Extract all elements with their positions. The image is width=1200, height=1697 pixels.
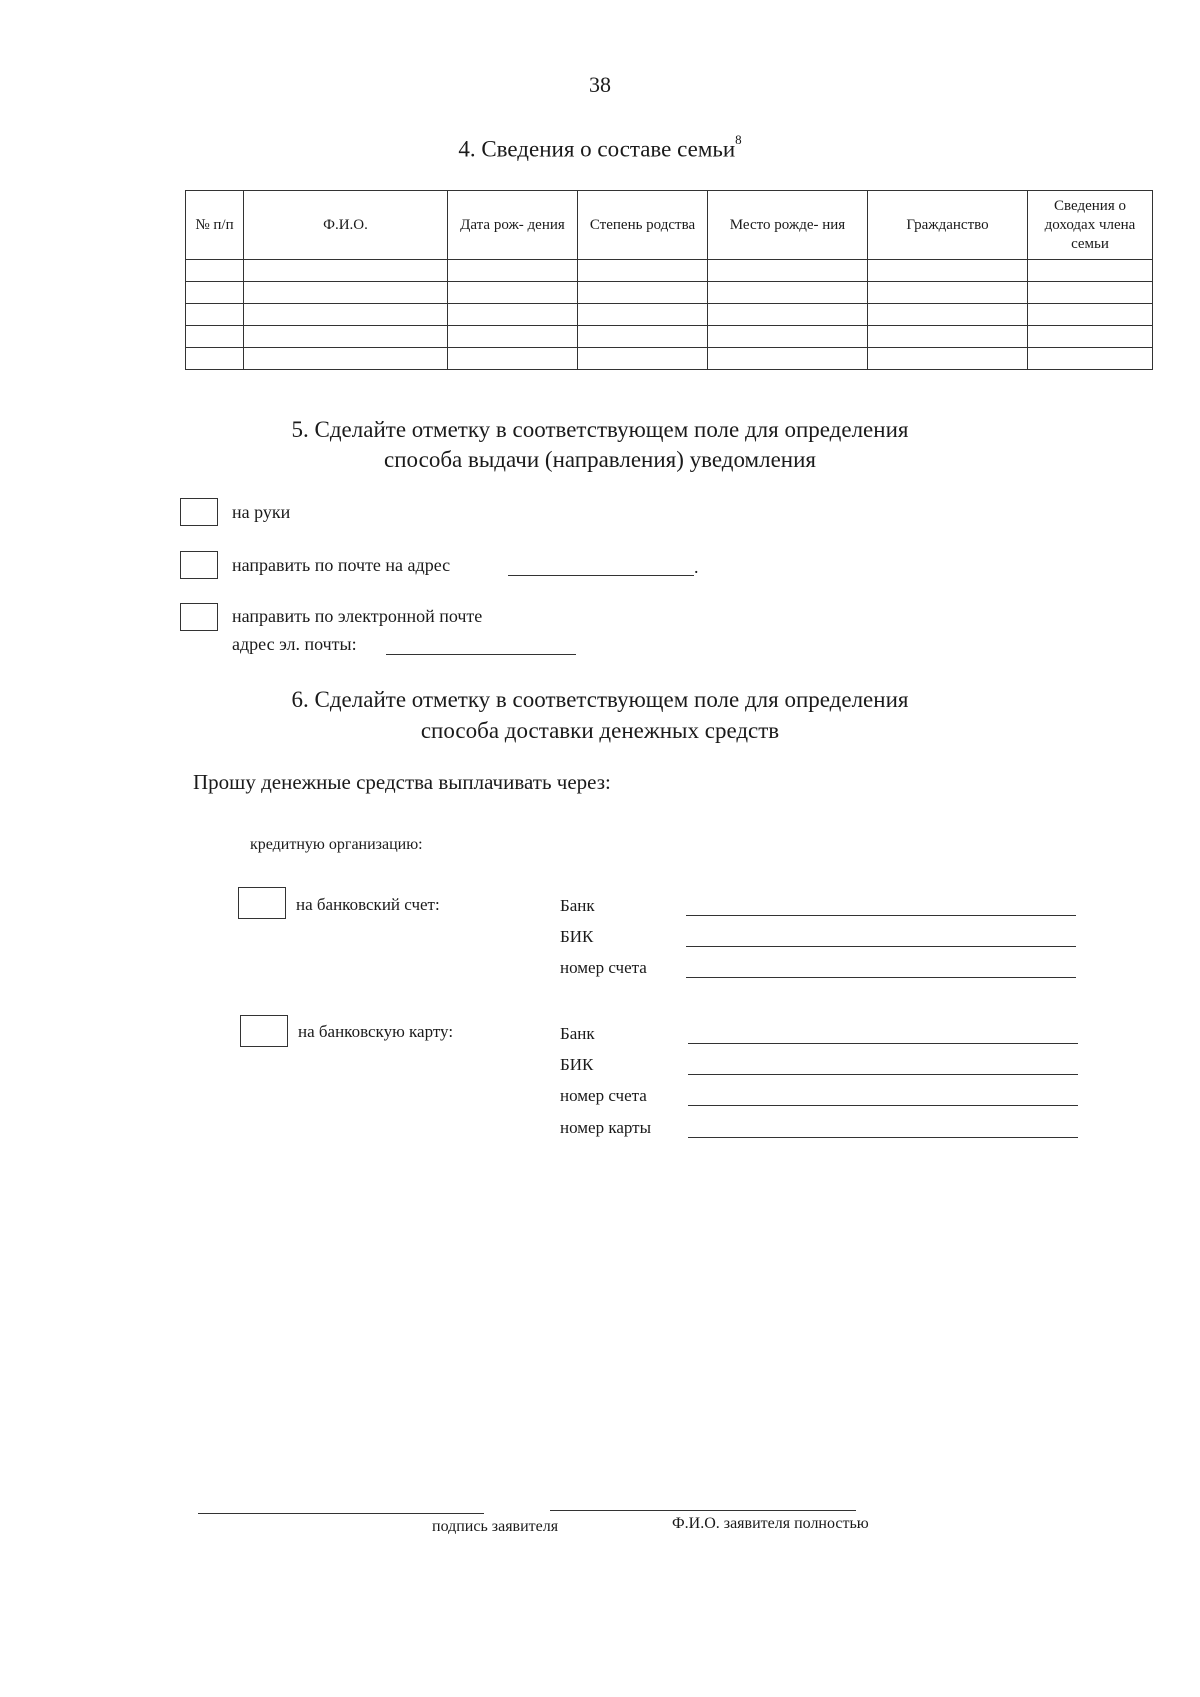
option-email-checkbox[interactable] [180, 603, 218, 631]
table-cell[interactable] [244, 282, 448, 304]
email-address-label: адрес эл. почты: [232, 634, 357, 654]
cell-input[interactable] [578, 348, 707, 369]
option-post-label: направить по почте на адрес [232, 555, 451, 575]
table-cell[interactable] [448, 348, 578, 370]
table-cell[interactable] [244, 326, 448, 348]
cell-input[interactable] [186, 282, 243, 303]
col-header-citizenship: Гражданство [868, 191, 1028, 260]
table-cell[interactable] [868, 260, 1028, 282]
table-cell[interactable] [708, 348, 868, 370]
bank-account-bik-label: БИК [560, 927, 594, 946]
table-row [186, 304, 1153, 326]
table-cell[interactable] [1028, 282, 1153, 304]
cell-input[interactable] [868, 348, 1027, 369]
table-cell[interactable] [578, 326, 708, 348]
signature-caption: подпись заявителя [432, 1518, 559, 1535]
cell-input[interactable] [708, 326, 867, 347]
bank-card-number-field[interactable] [688, 1117, 1078, 1138]
table-cell[interactable] [244, 348, 448, 370]
cell-input[interactable] [708, 260, 867, 281]
cell-input[interactable] [448, 260, 577, 281]
bank-card-label: на банковскую карту: [298, 1022, 454, 1041]
bank-account-bank-label: Банк [560, 896, 595, 915]
bank-card-account-field[interactable] [688, 1085, 1078, 1106]
cell-input[interactable] [1028, 260, 1152, 281]
cell-input[interactable] [244, 282, 447, 303]
col-header-number: № п/п [186, 191, 244, 260]
table-cell[interactable] [448, 326, 578, 348]
table-cell[interactable] [708, 282, 868, 304]
table-cell[interactable] [186, 282, 244, 304]
table-cell[interactable] [708, 260, 868, 282]
cell-input[interactable] [1028, 304, 1152, 325]
table-cell[interactable] [578, 348, 708, 370]
bank-account-number-field[interactable] [686, 957, 1076, 978]
family-composition-table [185, 190, 1153, 370]
table-cell[interactable] [578, 282, 708, 304]
footnote-marker: 8 [735, 132, 742, 147]
payment-intro-text: Прошу денежные средства выплачивать через: [193, 770, 611, 794]
col-header-birthplace: Место рожде- ния [708, 191, 868, 260]
bank-account-number-label: номер счета [560, 958, 647, 977]
bank-account-checkbox[interactable] [238, 887, 286, 919]
cell-input[interactable] [448, 304, 577, 325]
table-cell[interactable] [868, 348, 1028, 370]
table-row [186, 348, 1153, 370]
cell-input[interactable] [186, 260, 243, 281]
cell-input[interactable] [708, 304, 867, 325]
cell-input[interactable] [578, 260, 707, 281]
cell-input[interactable] [868, 260, 1027, 281]
bank-account-bank-field[interactable] [686, 895, 1076, 916]
table-cell[interactable] [578, 260, 708, 282]
cell-input[interactable] [578, 326, 707, 347]
bank-card-bank-label: Банк [560, 1024, 595, 1043]
cell-input[interactable] [186, 326, 243, 347]
bank-card-bik-label: БИК [560, 1055, 594, 1074]
cell-input[interactable] [708, 348, 867, 369]
section6-title-line1: 6. Сделайте отметку в соответствующем поле для определения [291, 687, 909, 712]
table-cell[interactable] [448, 282, 578, 304]
cell-input[interactable] [244, 326, 447, 347]
table-cell[interactable] [578, 304, 708, 326]
table-row [186, 326, 1153, 348]
col-header-birth-date: Дата рож- дения [448, 191, 578, 260]
col-header-relationship: Степень родства [578, 191, 708, 260]
cell-input[interactable] [578, 304, 707, 325]
cell-input[interactable] [708, 282, 867, 303]
table-cell[interactable] [448, 304, 578, 326]
table-header-row [186, 191, 1153, 260]
cell-input[interactable] [868, 282, 1027, 303]
table-cell[interactable] [186, 326, 244, 348]
table-cell[interactable] [708, 326, 868, 348]
bank-card-checkbox[interactable] [240, 1015, 288, 1047]
table-cell[interactable] [1028, 304, 1153, 326]
signature-field[interactable] [198, 1493, 484, 1514]
cell-input[interactable] [1028, 326, 1152, 347]
table-cell[interactable] [244, 304, 448, 326]
col-header-full-name: Ф.И.О. [244, 191, 448, 260]
section4-title-text: 4. Сведения о составе семьи [458, 136, 736, 162]
table-cell[interactable] [868, 326, 1028, 348]
cell-input[interactable] [868, 326, 1027, 347]
bank-card-bank-field[interactable] [688, 1023, 1078, 1044]
credit-org-label: кредитную организацию: [250, 836, 423, 853]
section4-title [0, 128, 1200, 165]
cell-input[interactable] [244, 304, 447, 325]
cell-input[interactable] [244, 260, 447, 281]
table-cell[interactable] [708, 304, 868, 326]
section5-title-line2: способа выдачи (направления) уведомления [384, 447, 816, 472]
table-cell[interactable] [448, 260, 578, 282]
table-cell[interactable] [868, 304, 1028, 326]
cell-input[interactable] [448, 348, 577, 369]
cell-input[interactable] [578, 282, 707, 303]
option-in-person-label: на руки [232, 502, 291, 522]
table-cell[interactable] [1028, 348, 1153, 370]
section6-title-line2: способа доставки денежных средств [420, 718, 780, 743]
applicant-name-field[interactable] [550, 1490, 856, 1511]
table-cell[interactable] [186, 260, 244, 282]
cell-input[interactable] [186, 348, 243, 369]
email-address-field[interactable] [386, 634, 576, 655]
table-row [186, 260, 1153, 282]
table-cell[interactable] [186, 348, 244, 370]
cell-input[interactable] [186, 304, 243, 325]
cell-input[interactable] [1028, 282, 1152, 303]
table-cell[interactable] [186, 304, 244, 326]
col-header-income: Сведения о доходах члена семьи [1028, 191, 1153, 260]
section5-title-line1: 5. Сделайте отметку в соответствующем поле для определения [291, 417, 909, 442]
bank-card-account-label: номер счета [560, 1086, 647, 1105]
bank-account-label: на банковский счет: [296, 895, 440, 914]
option-email-label: направить по электронной почте [232, 606, 483, 626]
table-cell[interactable] [244, 260, 448, 282]
cell-input[interactable] [244, 348, 447, 369]
applicant-name-caption: Ф.И.О. заявителя полностью [672, 1515, 869, 1532]
cell-input[interactable] [868, 304, 1027, 325]
option-post-checkbox[interactable] [180, 551, 218, 579]
bank-card-number-label: номер карты [560, 1118, 652, 1137]
cell-input[interactable] [448, 282, 577, 303]
table-cell[interactable] [1028, 260, 1153, 282]
table-row [186, 282, 1153, 304]
option-in-person-checkbox[interactable] [180, 498, 218, 526]
bank-card-bik-field[interactable] [688, 1054, 1078, 1075]
cell-input[interactable] [1028, 348, 1152, 369]
table-cell[interactable] [1028, 326, 1153, 348]
cell-input[interactable] [448, 326, 577, 347]
bank-account-bik-field[interactable] [686, 926, 1076, 947]
page-number: 38 [589, 72, 611, 97]
trailing-dot: . [694, 557, 699, 577]
table-cell[interactable] [868, 282, 1028, 304]
postal-address-field[interactable] [508, 555, 694, 576]
